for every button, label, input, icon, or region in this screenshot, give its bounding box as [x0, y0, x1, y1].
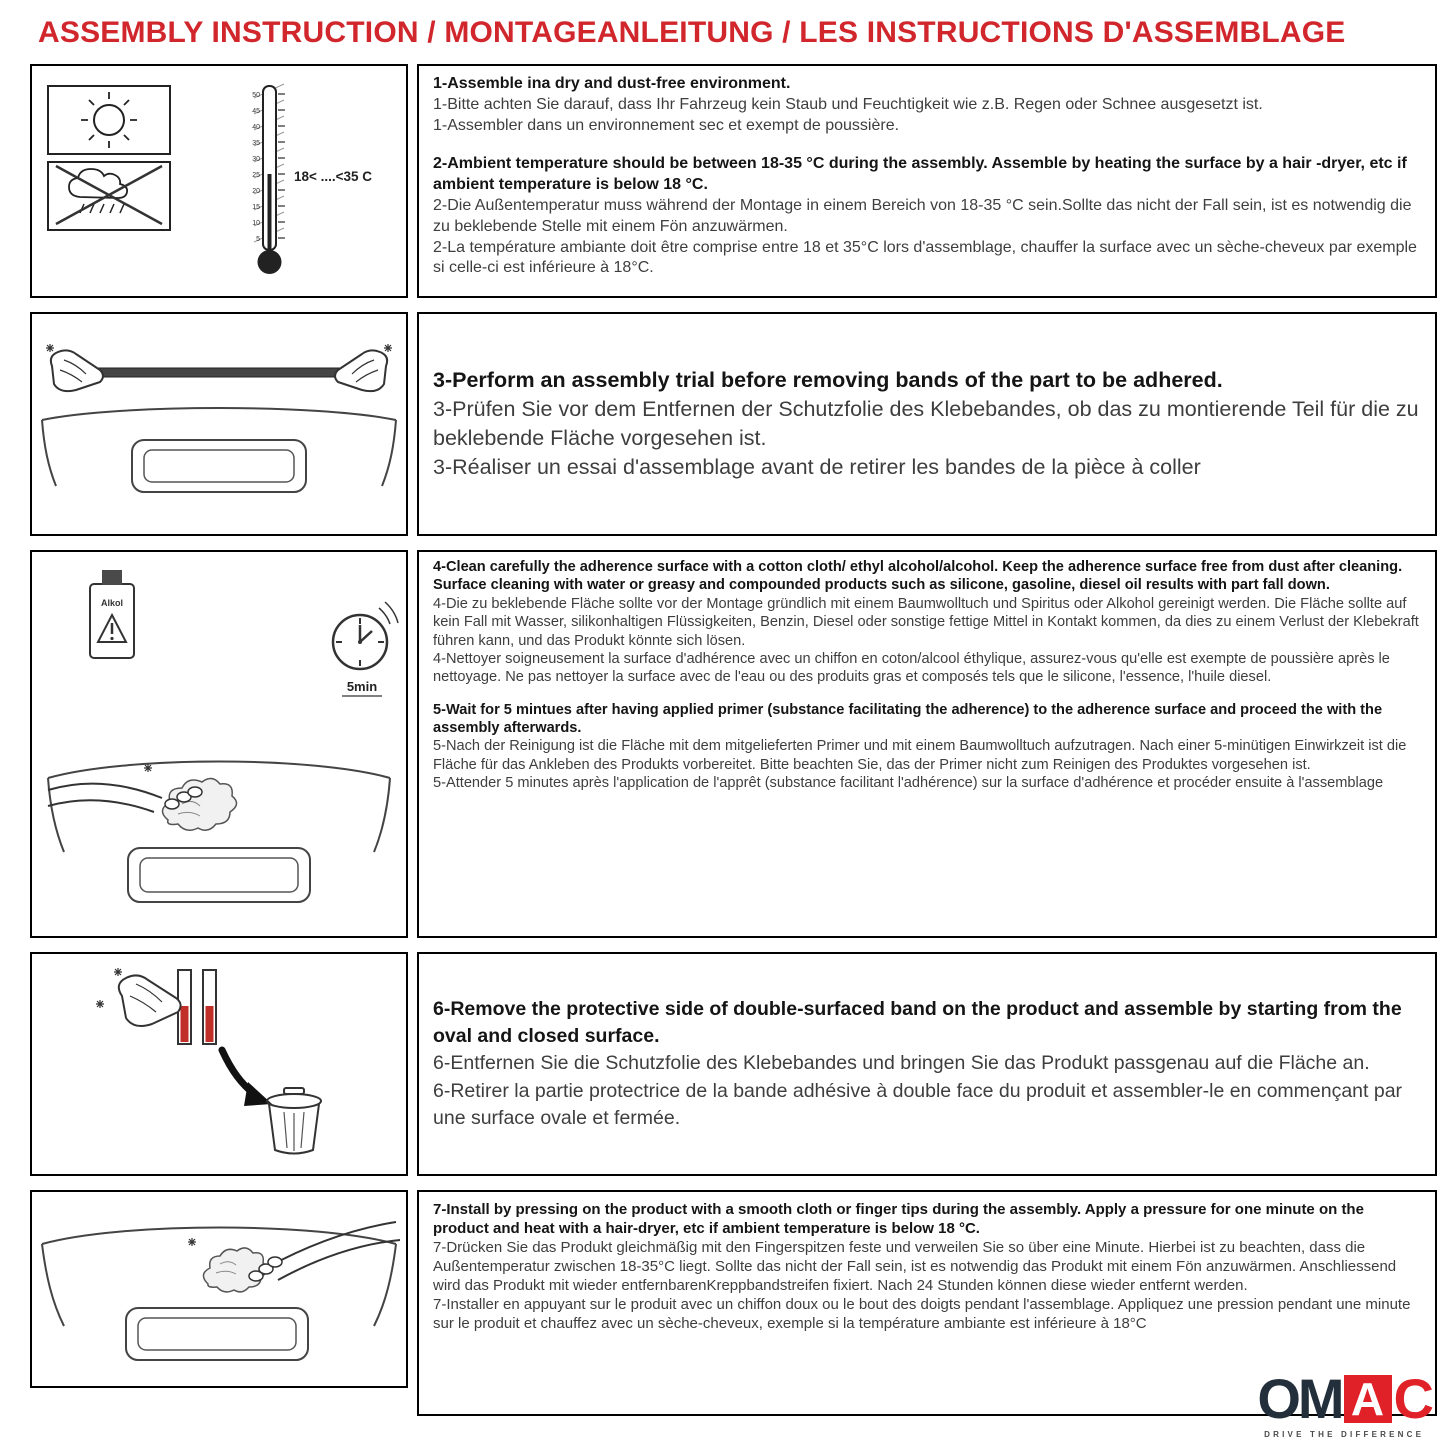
step5-en: 5-Wait for 5 mintues after having applied primer (substance facilitating the adherence) to the adherence surface and proceed the with the assembly afterwards. — [433, 701, 1383, 736]
thermometer-icon — [252, 84, 372, 274]
row-step-4-5 — [30, 550, 1437, 938]
instructions-step-6 — [417, 952, 1437, 1176]
row-step-7 — [30, 1190, 1437, 1416]
warning-triangle-icon — [98, 615, 126, 642]
wiping-hand-icon — [48, 764, 237, 830]
step7-en: 7-Install by pressing on the product with a smooth cloth or finger tips during the assembly. Apply a pressure for one minute on the product and heat with a hair-dryer, etc if ambient temperature is below 18 °C. — [433, 1201, 1364, 1238]
peel-band-illustration — [32, 954, 406, 1174]
illustration-trial-fit — [30, 312, 408, 536]
step7-fr: 7-Installer en appuyant sur le produit avec un chiffon doux ou le bout des doigts pendant l'assemblage. Appliquez une pression pendant une minute sur le produit et chauffez avec un sèche-cheveux, exemple si la température ambiante est inférieure à 18°C — [433, 1296, 1411, 1333]
illustration-cleaning — [30, 550, 408, 938]
logo-letter-c: C — [1393, 1367, 1431, 1430]
step3-en: 3-Perform an assembly trial before removing bands of the part to be adhered. — [433, 367, 1223, 392]
trial-fit-illustration — [32, 314, 406, 534]
pressing-hand-icon — [188, 1222, 400, 1292]
thermometer-tick: 35 — [252, 140, 260, 147]
step1-fr: 1-Assembler dans un environnement sec et exempt de poussière. — [433, 116, 900, 134]
step5-fr: 5-Attender 5 minutes après l'application de l'apprêt (substance facilitant l'adhérence) sur la surface d'adhérence et procéder ensuite à l'assemblage — [433, 775, 1384, 792]
omac-logo-letters — [1257, 1367, 1431, 1430]
sun-icon — [48, 86, 170, 154]
step2-de: 2-Die Außentemperatur muss während der Montage in einem Bereich von 18-35 °C sein.Sollte das nicht der Fall sein, ist es notwendig die zu beklebende Stelle mit einem Fön anzuwärmen. — [433, 196, 1412, 235]
logo-letter-a-box: A — [1344, 1375, 1392, 1423]
peeling-hand-icon — [96, 968, 181, 1026]
step4-fr: 4-Nettoyer soigneusement la surface d'adhérence avec un chiffon en coton/alcool éthylique, assurez-vous qu'elle est exempte de poussière après le nettoyage. Ne pas nettoyer la surface avec de l'eau ou des produits gras et composés tels que le silicone, l'essence, l'huile diesel. — [433, 650, 1390, 686]
step2-fr: 2-La température ambiante doit être comprise entre 18 et 35°C lors d'assemblage, chauffer la surface avec un sèche-cheveux par exemple si celle-ci est inférieure à 18°C. — [433, 238, 1417, 277]
cleaning-illustration — [32, 552, 406, 936]
trunk-recess-icon — [42, 408, 396, 492]
step7-de: 7-Drücken Sie das Produkt gleichmäßig mit den Fingerspitzen feste und verweilen Sie so über eine Minute. Hierbei ist zu beachten, dass die Außentemperatur zwischen 18-35°C liegt. Sollte das nicht der Fall sein, ist es notwendig das Produkt mit einem Fön anzuwärmen. Anschliessend wird das Produkt mit wieder entfernbarenKreppbandstreifen fixiert. Nach 24 Stunden können diese wieder entfernt werden. — [433, 1239, 1397, 1295]
arrow-icon — [222, 1050, 272, 1106]
bottle-label: Alkol — [100, 598, 124, 608]
trunk-recess-icon — [42, 1228, 396, 1361]
illustration-environment — [30, 64, 408, 298]
logo-letters-om: OM — [1257, 1367, 1342, 1430]
step6-en: 6-Remove the protective side of double-surfaced band on the product and assemble by starting from the oval and closed surface. — [433, 997, 1402, 1048]
step3-fr: 3-Réaliser un essai d'assemblage avant de retirer les bandes de la pièce à coller — [433, 455, 1201, 480]
paragraph-gap — [433, 687, 1421, 701]
step3-de: 3-Prüfen Sie vor dem Entfernen der Schutzfolie des Klebebandes, ob das zu montierende Teil für die zu beklebende Fläche vorgesehen ist. — [433, 396, 1419, 450]
step6-de: 6-Entfernen Sie die Schutzfolie des Klebebandes und bringen Sie das Produkt passgenau auf die Fläche an. — [433, 1052, 1370, 1075]
alcohol-bottle-icon — [90, 570, 134, 658]
illustration-press — [30, 1190, 408, 1388]
trash-can-icon — [267, 1088, 321, 1154]
step5-de: 5-Nach der Reinigung ist die Fläche mit dem mitgelieferten Primer und mit einem Baumwolltuch aufzutragen. Nach einer 5-minütigen Einwirkzeit ist die Fläche für das Ankleben des Produkts vorbereitet. Bitte beachten Sie, das der Primer nicht zum Reinigen des Produktes vorgesehen ist. — [433, 738, 1407, 773]
thermometer-tick: 25 — [252, 172, 260, 179]
thermometer-tick: 50 — [252, 92, 260, 99]
logo-tagline: DRIVE THE DIFFERENCE — [1264, 1430, 1425, 1439]
adhesive-strips-icon — [178, 970, 216, 1044]
instructions-step-3 — [417, 312, 1437, 536]
step6-fr: 6-Retirer la partie protectrice de la bande adhésive à double face du produit et assembler-le en commençant par une surface ovale et fermée. — [433, 1079, 1403, 1129]
paragraph-gap — [433, 136, 1421, 154]
thermometer-tick: 5 — [256, 236, 260, 243]
instructions-step-1-2 — [417, 64, 1437, 298]
omac-logo — [1257, 1367, 1431, 1439]
row-step-1-2 — [30, 64, 1437, 298]
clock-label: 5min — [346, 679, 378, 694]
no-rain-icon — [48, 162, 170, 230]
clock-icon — [333, 602, 398, 696]
temperature-range-label: 18< ....<35 C — [294, 169, 373, 184]
thermometer-tick: 20 — [252, 188, 260, 195]
row-step-6 — [30, 952, 1437, 1176]
thermometer-tick: 40 — [252, 124, 260, 131]
step4-de: 4-Die zu beklebende Fläche sollte vor der Montage gründlich mit einem Baumwolltuch und Spiritus oder Alkohol gereinigt werden. Die Fläche sollte auf kein Fall mit Wasser, silikonhaltigen Flüssigkeiten, Benzin, Diesel oder sonstige fettige Mittel in Kontakt kommen, da dies zu einem Verlust der Klebekraft führen kann, und das Produkt könnte sich lösen. — [433, 595, 1419, 649]
trim-strip — [84, 368, 354, 377]
step1-de: 1-Bitte achten Sie darauf, dass Ihr Fahrzeug kein Staub und Feuchtigkeit wie z.B. Regen oder Schnee ausgesetzt ist. — [433, 95, 1263, 113]
thermometer-tick: 45 — [252, 108, 260, 115]
illustration-peel-band — [30, 952, 408, 1176]
step2-en: 2-Ambient temperature should be between 18-35 °C during the assembly. Assemble by heating the surface by a hair -dryer, etc if ambient temperature is below 18 °C. — [433, 155, 1407, 194]
instructions-step-4-5 — [417, 550, 1437, 938]
environment-illustration — [32, 66, 406, 296]
thermometer-tick: 30 — [252, 156, 260, 163]
step4-en: 4-Clean carefully the adherence surface with a cotton cloth/ ethyl alcohol/alcohol. Keep the adherence surface free from dust after cleaning. Surface cleaning with water or greasy and compounded products such as silicone, gasoline, diesel oil results with part fall down. — [433, 559, 1403, 594]
page-title: ASSEMBLY INSTRUCTION / MONTAGEANLEITUNG / LES INSTRUCTIONS D'ASSEMBLAGE — [38, 16, 1346, 49]
step1-en: 1-Assemble ina dry and dust-free environment. — [433, 75, 791, 92]
row-step-3 — [30, 312, 1437, 536]
thermometer-tick: 10 — [252, 220, 260, 227]
press-illustration — [32, 1192, 406, 1386]
thermometer-tick: 15 — [252, 204, 260, 211]
